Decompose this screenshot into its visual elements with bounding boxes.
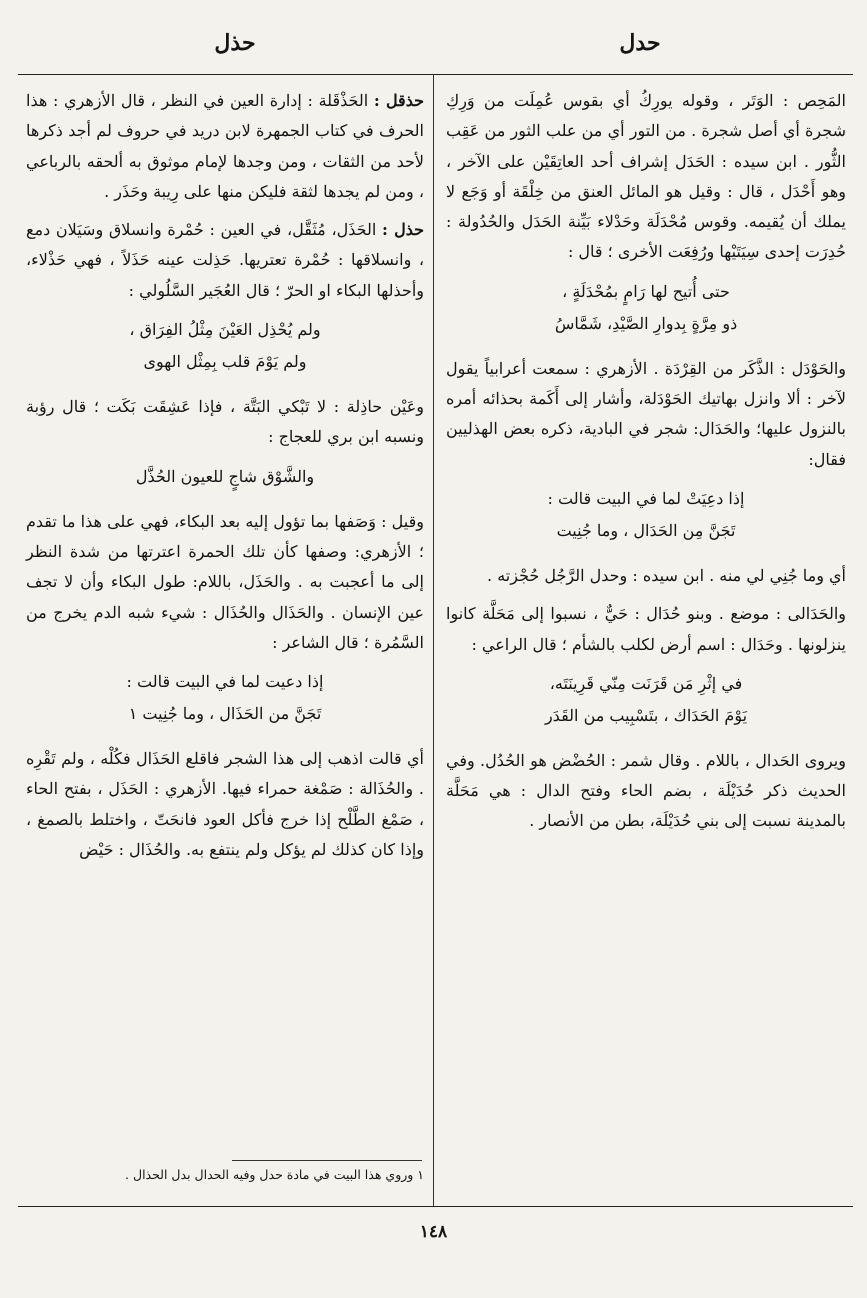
paragraph-text: والحَدَالى : موضع . وبنو حُدَال : حَيٌّ ، نسبوا إلى مَحَلَّة كانوا ينزلونها . وحَدَال : اسم أرض لكلب بالشأم ؛ قال الراعي : [446, 604, 846, 654]
page-number: ١٤٨ [419, 1222, 448, 1242]
header-right-word: حدل [619, 30, 661, 56]
paragraph-text: ويروى الحَدال ، باللام . وقال شمر : الحُضْض هو الحُدُل. وفي الحديث ذكر حُدَيْلَة ، بضم الحاء وفتح الدال : هي مَحَلَّة بالمدينة نسبت إلى بني حُدَيْلَة، بطن من الأنصار . [446, 750, 846, 831]
entry-paragraph [446, 86, 846, 268]
verse-line: إذا دعيت لما في البيت قالت : [126, 672, 324, 692]
verse-line: ولم يَوْمَ قلب بِمِثْل الهوى [143, 352, 307, 372]
entry-paragraph [446, 746, 846, 837]
paragraph-text: الحَذْقَلة : إدارة العين في النظر ، قال الأزهري : هذا الحرف في كتاب الجمهرة لابن دريد في حروف لم أجد ذكرها لأحد من الثقات ، ومن وجدها لإمام موثوق به ألحقه بالرباعي ، ومن لم يجدها لثقة فليكن منها على رِيبة وحَذَر . [26, 91, 424, 201]
paragraph-text: وقيل : وَصَفها بما تؤول إليه بعد البكاء، فهي على هذا ما تقدم ؛ الأزهري: وصفها كأن تلك الحمرة اعترتها من شدة النظر إلى ما أعجبت به . والحَذَل، باللام: طول البكاء وأن لا تجف عين الإنسان . والحَذَال والحُذَال : شيء شبه الدم يخرج من السَّمُرة ؛ قال الشاعر : [26, 511, 424, 652]
paragraph-text: وعَيْن حاذِلة : لا تَبْكي البَتَّة ، فإذا عَشِقَت بَكَت ؛ قال رؤبة ونسبه ابن بري للعجاج : [26, 397, 424, 447]
entry-paragraph [446, 354, 846, 475]
entry-paragraph [26, 215, 424, 306]
verse-line: تَجَنَّ مِن الحَدَال ، وما جُنِيت [556, 520, 736, 540]
verse-line: ولم يُحْذِل العَيْنَ مِثْلُ الفِرَاق ، [129, 320, 321, 340]
headword: حذل : [382, 220, 425, 240]
entry-paragraph [446, 561, 846, 591]
entry-paragraph [26, 86, 424, 207]
entry-paragraph [26, 507, 424, 658]
paragraph-text: أي وما جُنِي لي منه . ابن سيده : وحدل الرَّجُل حُجْزته . [487, 565, 846, 585]
entry-paragraph [446, 599, 846, 660]
footnote: ١ وروي هذا البيت في مادة حدل وفيه الحدال بدل الحذال . [125, 1167, 424, 1182]
verse [446, 483, 846, 547]
top-rule [18, 74, 853, 75]
verse-line: حتى أُتيح لها رَامٍ بمُحْدَلَةٍ ، [562, 281, 730, 301]
paragraph-text: المَحِص : الوَتَر ، وقوله يورِكُ أي بقوس عُمِلَت من وَرِكِ شجرة أي أصل شجرة . من التور أي من علب الثور من عَقِب الثُّور . ابن سيده : الحَدَل إشراف أحد العاتِقَيْن على الآخر ، وهو أَحْدَل ، قال : وقيل هو المائل العنق من خِلْقَة أو وَجَع لا يملك أن يُقيمه. وقوس مُحْدَلَة وحَدْلاء بَيِّنة الحَدَل والحُدُولة : حُدِرَت إحدى سِيَتَيْها ورُفِعَت الأخرى ؛ قال : [446, 91, 846, 262]
verse-line: في إثْرِ مَن قَرَنَت مِنّي قَرِينَتَه، [549, 673, 743, 693]
entry-paragraph [26, 744, 424, 865]
verse-line: ذو مِرَّةٍ بِدوارِ الصَّيْدِ، شَمَّاسُ [554, 313, 738, 333]
verse-line: إذا دعِيَتْ لما في البيت قالت : [547, 488, 745, 508]
footnote-rule [232, 1160, 422, 1161]
verse [446, 668, 846, 732]
verse-line: تَجَنَّ من الحَذَال ، وما جُنِيت ١ [128, 704, 322, 724]
paragraph-text: الحَذَل، مُثَقَّل، في العين : حُمْرة وانسلاق وسَيَلان دمع ، وانسلاقها : حُمْرة تعتريها. حَذِلت عينه حَذَلاً ، فهي حَذْلاء، وأحذلها البكاء او الحرّ ؛ قال العُجَير السَّلُولي : [26, 220, 424, 300]
left-column [26, 86, 424, 873]
bottom-rule [18, 1206, 853, 1207]
column-divider [433, 74, 434, 1206]
paragraph-text: أي قالت اذهب إلى هذا الشجر فاقلع الحَذَال فكُلْه ، ولم تَقْرِه . والحُذَالة : صَمْغة حمراء فيها. الأزهري : الحَذَل ، بفتح الحاء ، صَمْغ الطَّلْح إذا خرج فأكل العود فانحَتّ ، واختلط بالصمغ ، وإذا كان كذلك لم يؤكل ولم ينتفع به. والحُذَال : حَيْض [26, 749, 424, 860]
verse [446, 276, 846, 340]
headword: حذقل : [373, 91, 424, 110]
right-column [446, 86, 846, 845]
verse [26, 666, 424, 730]
verse-line: والشَّوْق شاجٍ للعيون الحُذَّل [135, 466, 315, 486]
entry-paragraph [26, 392, 424, 453]
header-left-word: حذل [214, 30, 256, 56]
verse [26, 314, 424, 378]
verse [26, 461, 424, 493]
paragraph-text: والحَوْدَل : الذَّكَر من القِرْدَة . الأزهري : سمعت أعرابياً يقول لآخر : ألا وانزل بهاتيك الحَوْدَلة، وأشار إلى أَكَمة بحذائه أمره بالنزول عليها؛ والحَدَال: شجر في البادية، ذكره بعض الهذليين فقال: [446, 358, 846, 469]
verse-line: يَوْمَ الحَدَاك ، بتَسْبِيب من القَدَر [544, 705, 748, 725]
